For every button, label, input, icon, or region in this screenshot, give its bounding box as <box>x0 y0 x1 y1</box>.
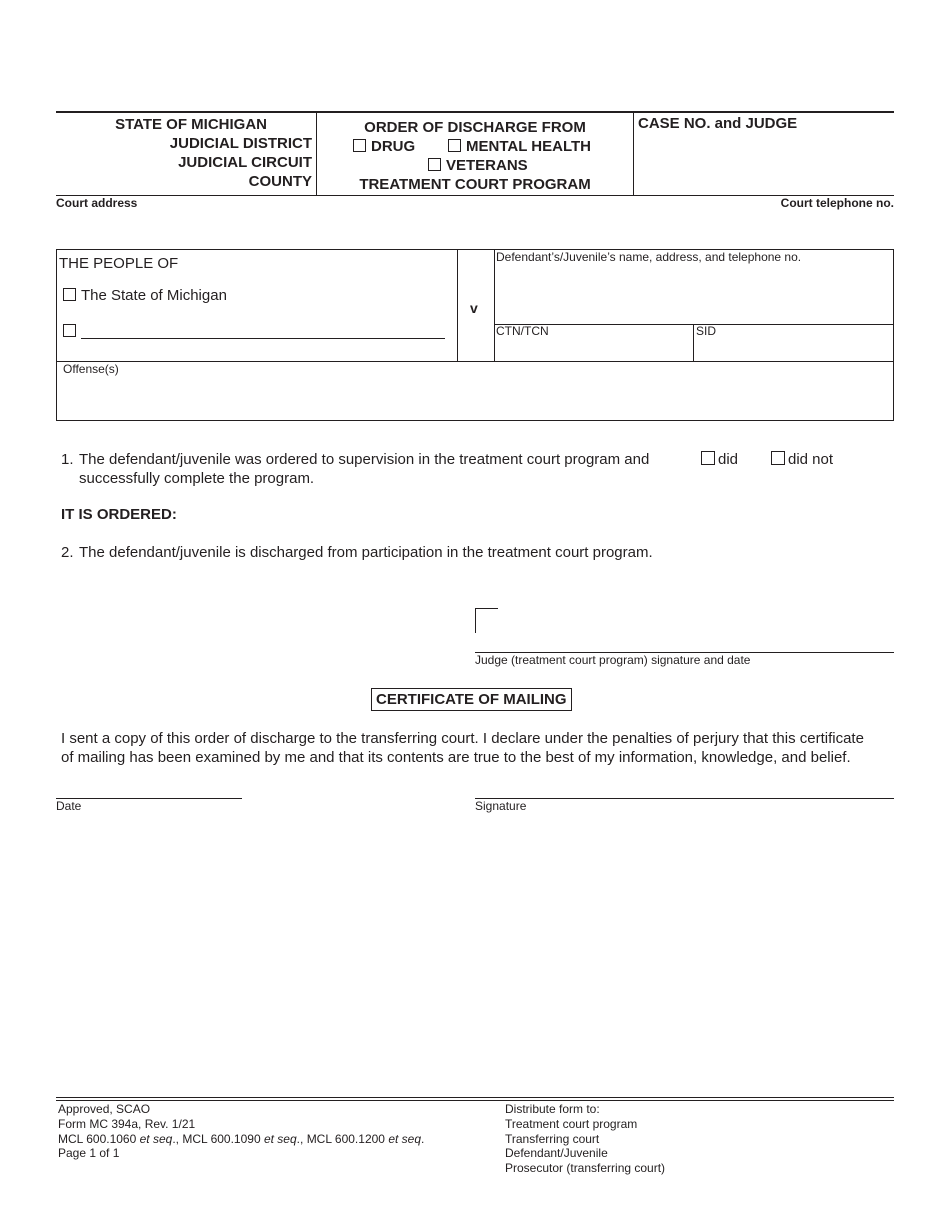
signature-field[interactable] <box>475 798 894 799</box>
distribute-heading: Distribute form to: <box>505 1102 600 1116</box>
drug-checkbox[interactable] <box>353 139 366 152</box>
item-1 <box>61 450 891 490</box>
judge-signature-label: Judge (treatment court program) signature and date <box>475 653 751 667</box>
item-2-text: The defendant/juvenile is discharged from participation in the treatment court program. <box>79 544 653 561</box>
did-label: did <box>718 451 739 468</box>
other-plaintiff-field[interactable] <box>81 338 445 339</box>
court-telephone-label: Court telephone no. <box>780 196 894 210</box>
mental-health-label: MENTAL HEALTH <box>466 138 591 155</box>
mcl-references: MCL 600.1060 et seq., MCL 600.1090 et seq., MCL 600.1200 et seq. <box>58 1131 425 1146</box>
date-label: Date <box>56 799 82 813</box>
state-of-michigan-label: The State of Michigan <box>81 287 227 304</box>
approved-label: Approved, SCAO <box>58 1102 151 1116</box>
item-1-text-line1: The defendant/juvenile was ordered to supervision in the treatment court program and <box>79 451 650 468</box>
certificate-line2: of mailing has been examined by me and that its contents are true to the best of my information, knowledge, and belief. <box>61 749 851 766</box>
other-plaintiff-checkbox[interactable] <box>63 324 76 337</box>
veterans-checkbox[interactable] <box>428 158 441 171</box>
county-label: COUNTY <box>248 173 312 190</box>
ordered-heading: IT IS ORDERED: <box>61 506 177 523</box>
distribution-list <box>505 1102 665 1176</box>
did-checkbox[interactable] <box>701 451 715 465</box>
certificate-title: CERTIFICATE OF MAILING <box>371 688 572 711</box>
defendant-info-field[interactable]: Defendant’s/Juvenile’s name, address, and telephone no. <box>496 250 802 264</box>
judicial-district-label: JUDICIAL DISTRICT <box>169 135 312 152</box>
footer-form-info <box>58 1102 424 1161</box>
veterans-label: VETERANS <box>446 157 528 174</box>
judicial-circuit-label: JUDICIAL CIRCUIT <box>178 154 312 171</box>
sid-field[interactable]: SID <box>696 324 717 338</box>
offenses-field[interactable]: Offense(s) <box>63 362 119 376</box>
list-item: Transferring court <box>505 1131 600 1146</box>
drug-label: DRUG <box>371 138 416 155</box>
ctn-tcn-field[interactable]: CTN/TCN <box>496 324 549 338</box>
list-item: Prosecutor (transferring court) <box>505 1161 666 1176</box>
versus-label: v <box>470 300 478 316</box>
list-item: Treatment court program <box>505 1116 638 1131</box>
people-of-label: THE PEOPLE OF <box>59 255 179 272</box>
certificate-text <box>61 729 901 767</box>
item-2-number: 2. <box>61 544 74 561</box>
form-number: Form MC 394a, Rev. 1/21 <box>58 1116 196 1131</box>
state-of-michigan-checkbox[interactable] <box>63 288 76 301</box>
item-1-number: 1. <box>61 451 74 468</box>
signature-label: Signature <box>475 799 527 813</box>
state-label: STATE OF MICHIGAN <box>115 116 267 133</box>
form-title <box>320 118 630 194</box>
did-not-checkbox[interactable] <box>771 451 785 465</box>
title-line1: ORDER OF DISCHARGE FROM <box>364 119 586 136</box>
list-item: Defendant/Juvenile <box>505 1146 608 1161</box>
item-2 <box>61 543 891 563</box>
item-1-text-line2: successfully complete the program. <box>79 470 315 487</box>
title-line3: TREATMENT COURT PROGRAM <box>359 176 591 193</box>
court-address-label: Court address <box>56 196 138 210</box>
page-number: Page 1 of 1 <box>58 1146 120 1161</box>
judge-signature-corner-mark <box>475 608 498 633</box>
certificate-line1: I sent a copy of this order of discharge to the transferring court. I declare under the penalties of perjury that this certificate <box>61 730 864 747</box>
court-heading <box>60 115 312 191</box>
mental-health-checkbox[interactable] <box>448 139 461 152</box>
case-number-judge-field[interactable]: CASE NO. and JUDGE <box>638 115 798 132</box>
date-field[interactable] <box>56 798 242 799</box>
did-not-label: did not <box>788 451 834 468</box>
